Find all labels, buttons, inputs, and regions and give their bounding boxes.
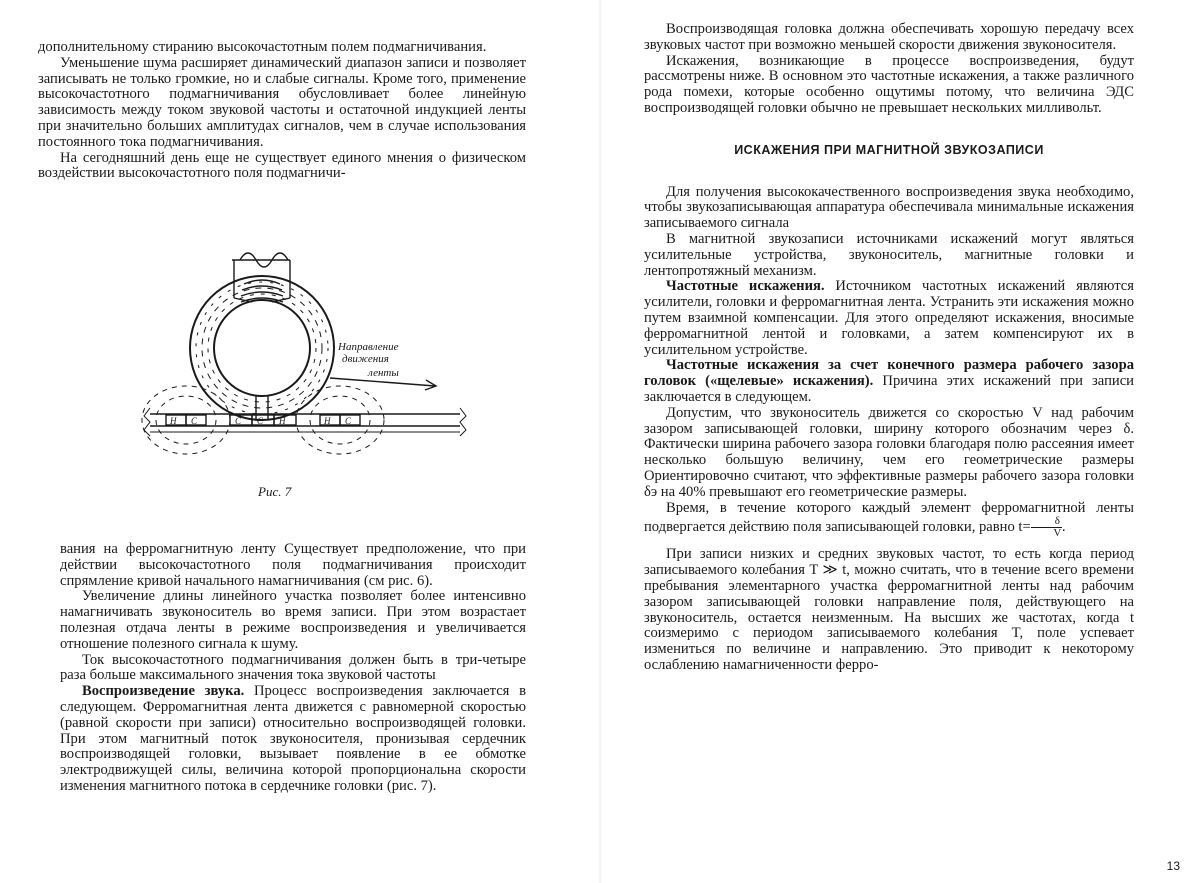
paragraph-text: Время, в течение которого каждый элемент ферромагнитной ленты подвергается действию поля записывающей головки, равно t=	[644, 499, 1134, 536]
paragraph	[644, 358, 1134, 405]
paragraph: В магнитной звукозаписи источниками искажений могут являться усилительные устройства, звуконоситель, магнитные головки и лентопротяжный механизм.	[644, 230, 1134, 279]
figure-label: движения	[342, 353, 389, 365]
paragraph: Для получения высококачественного воспроизведения звука необходимо, чтобы звукозаписывающая аппаратура обеспечивала минимальные искажения записываемого сигнала	[644, 183, 1134, 232]
paragraph	[644, 279, 1134, 358]
run-in-heading: Воспроизведение звука.	[82, 683, 245, 700]
figure-7-diagram	[130, 238, 490, 478]
left-top-column	[38, 40, 526, 182]
paragraph-text: Причина этих искажений при записи заключается в следующем.	[644, 373, 1134, 405]
figure-label: Направление	[338, 341, 399, 353]
paragraph: Уменьшение шума расширяет динамический диапазон записи и позволяет записывать не только громкие, но и слабые сигналы. Кроме того, применение высокочастотного подмагничивания обусловливает более линейную зависимость между током звуковой частоты и остаточной индукцией ленты при значительно больших амплитудах сигналов, чем в случае использования постоянного тока подмагничивания.	[38, 54, 526, 150]
paragraph: дополнительному стиранию высокочастотным полем подмагничивания.	[38, 39, 487, 55]
right-column	[644, 22, 1134, 674]
tape-pole-label: Н	[170, 416, 177, 426]
right-page	[600, 0, 1200, 883]
fraction-denominator: V	[1053, 527, 1062, 540]
fraction-numerator: δ	[1031, 516, 1062, 528]
paragraph-text: Процесс воспроизведения заключается в следующем. Ферромагнитная лента движется с равномерной скоростью (равной скорости при записи) относительно воспроизводящей головки. При этом магнитный поток звуконосителя, пронизывая сердечник воспроизводящей головки, вызывает появление в ее обмотке электродвижущей силы, величина которой пропорциональна скорости изменения магнитного потока в сердечнике головки (рис. 7).	[60, 683, 526, 794]
tape-pole-label: Н	[324, 416, 331, 426]
tape-pole-label: C	[257, 416, 264, 426]
run-in-heading: Частотные искажения за счет конечного размера рабочего зазора головок («щелевые» искажения).	[644, 357, 1134, 390]
page-number: 13	[1166, 859, 1180, 873]
paragraph	[60, 684, 526, 795]
tape-pole-label: Н	[279, 416, 286, 426]
paragraph-text: Источником частотных искажений являются усилители, головки и ферромагнитная лента. Устранить эти искажения можно путем взаимной компенсации. Для этого определяют искажения, вносимые ферромагнитной лентой и головками, а затем компенсируют их в усилительном устройстве.	[644, 278, 1135, 358]
paragraph: Увеличение длины линейного участка позволяет более интенсивно намагничивать звуконоситель во время записи. При этом возрастает полезная отдача ленты в режиме воспроизведения и увеличивается отношение полезного сигнала к шуму.	[60, 588, 526, 652]
tape-pole-label: C	[191, 416, 198, 426]
figure-label: ленты	[368, 367, 399, 379]
section-heading: ИСКАЖЕНИЯ ПРИ МАГНИТНОЙ ЗВУКОЗАПИСИ	[734, 142, 1044, 157]
paragraph: вания на ферромагнитную ленту Существует предположение, что при действии высокочастотного поля подмагничивания происходит спрямление кривой начального намагничивания (см рис. 6).	[60, 541, 526, 589]
paragraph: Ток высокочастотного подмагничивания должен быть в три-четыре раза больше максимального значения тока звуковой частоты	[60, 651, 526, 684]
tape-pole-label: C	[345, 416, 352, 426]
formula-fraction	[1031, 516, 1062, 539]
figure-caption: Рис. 7	[258, 484, 292, 499]
tape-pole-label: C	[235, 416, 242, 426]
paragraph: Воспроизводящая головка должна обеспечивать хорошую передачу всех звуковых частот при возможно меньшей скорости движения звуконосителя.	[644, 21, 1134, 53]
paragraph: При записи низких и средних звуковых частот, то есть когда период записываемого колебания T ≫ t, можно считать, что в течение всего времени пребывания элементарного участка ферромагнитной ленты над рабочим зазором записывающей головки направление поля, действующего на звуконоситель, остается неизменным. На высших же частотах, когда t соизмеримо с периодом записываемого колебания T, поле успевает измениться по величине и направлению. Это приводит к некоторому ослаблению намагниченности ферро-	[644, 546, 1134, 673]
paragraph: Время, в течение которого каждый элемент ферромагнитной ленты подвергается действию поля записывающей головки, равно t= $\frac{\delta}{V}$ .	[644, 499, 1134, 540]
run-in-heading: Частотные искажения.	[666, 278, 825, 295]
paragraph: На сегодняшний день еще не существует единого мнения о физическом воздействии высокочастотного поля подмагничи-	[38, 149, 526, 182]
paragraph: Искажения, возникающие в процессе воспроизведения, будут рассмотрены ниже. В основном это частотные искажения, а также различного рода помехи, которые особенно ощутимы потому, что величина ЭДС воспроизводящей головки обычно не превышает нескольких милливольт.	[644, 52, 1134, 116]
left-bottom-column	[60, 542, 526, 795]
paragraph: Допустим, что звуконоситель движется со скоростью V над рабочим зазором записывающей головки, ширину которого обозначим через δ. Фактически ширина рабочего зазора головки благодаря полю рассеяния имеет несколько большую величину, чем его геометрические размеры Ориентировочно считают, что эффективные размеры рабочего зазора головки δэ на 40% превышают его геометрические размеры.	[644, 404, 1134, 500]
